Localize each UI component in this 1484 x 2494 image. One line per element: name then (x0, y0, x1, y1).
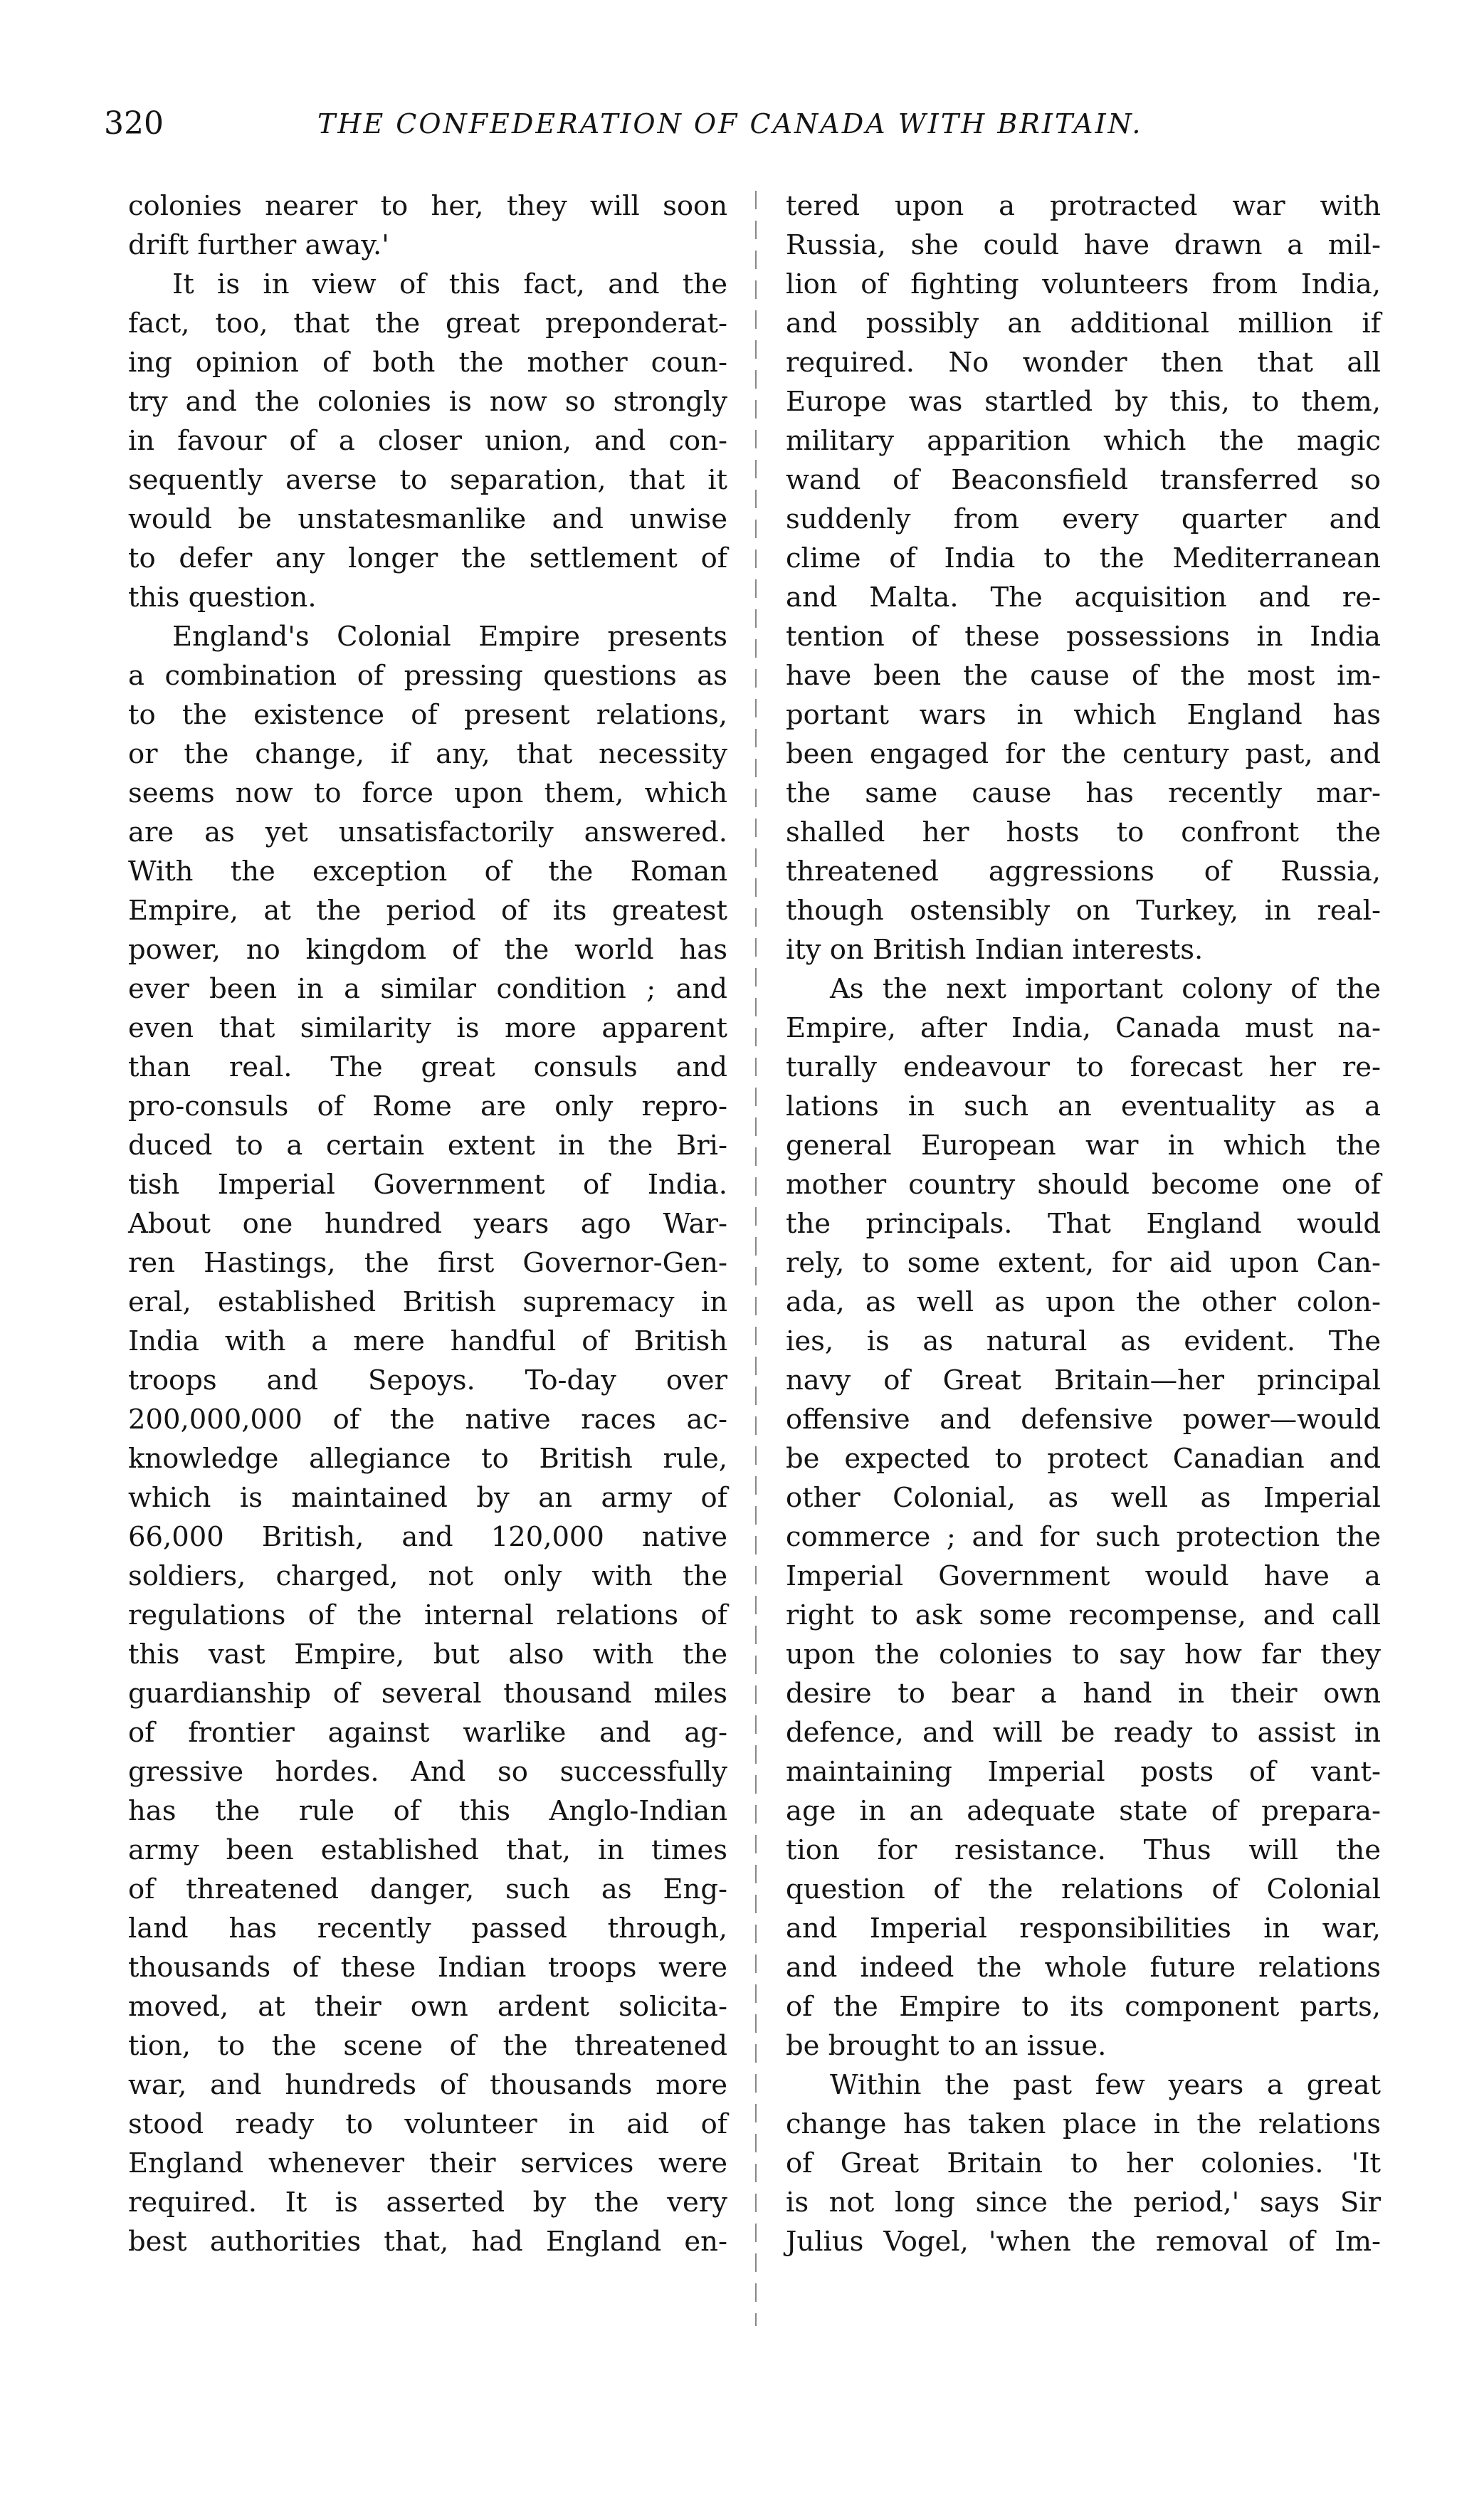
text-line: be brought to an issue. (786, 2030, 1107, 2062)
text-line: war, and hundreds of thousands more (128, 2069, 727, 2101)
text-line: Empire, at the period of its greatest (128, 895, 727, 927)
text-line: land has recently passed through, (128, 1912, 727, 1945)
text-line: gressive hordes. And so successfully (128, 1756, 727, 1788)
text-line: and possibly an additional million if (786, 307, 1381, 340)
text-line: moved, at their own ardent solicita- (128, 1991, 727, 2023)
text-line: defence, and will be ready to assist in (786, 1717, 1381, 1749)
text-line: tention of these possessions in India (786, 621, 1381, 653)
text-line: has the rule of this Anglo-Indian (128, 1795, 727, 1827)
text-line: 66,000 British, and 120,000 native (128, 1521, 727, 1553)
text-line: to the existence of present relations, (128, 699, 727, 731)
text-line: shalled her hosts to confront the (786, 816, 1381, 848)
text-line: military apparition which the magic (786, 425, 1381, 457)
page-number: 320 (104, 105, 164, 142)
text-line: the principals. That England would (786, 1208, 1381, 1240)
text-line: suddenly from every quarter and (786, 503, 1381, 535)
right-column (786, 186, 1381, 2261)
text-line: Imperial Government would have a (786, 1560, 1381, 1592)
text-line: of threatened danger, such as Eng- (128, 1873, 727, 1905)
text-line: would be unstatesmanlike and unwise (128, 503, 727, 535)
text-line: duced to a certain extent in the Bri- (128, 1130, 727, 1162)
text-line: eral, established British supremacy in (128, 1286, 727, 1318)
text-line: the same cause has recently mar- (786, 777, 1381, 809)
column-divider (755, 191, 757, 2326)
text-line: lion of fighting volunteers from India, (786, 268, 1381, 300)
text-line: As the next important colony of the (830, 973, 1381, 1005)
text-line: threatened aggressions of Russia, (786, 856, 1381, 888)
text-line: required. No wonder then that all (786, 347, 1381, 379)
text-line: of Great Britain to her colonies. 'It (786, 2147, 1381, 2179)
text-line: seems now to force upon them, which (128, 777, 727, 809)
text-line: ies, is as natural as evident. The (786, 1325, 1381, 1357)
text-line: It is in view of this fact, and the (172, 268, 727, 300)
text-line: ity on British Indian interests. (786, 934, 1204, 966)
text-line: drift further away.' (128, 229, 389, 261)
text-line: Europe was startled by this, to them, (786, 386, 1381, 418)
text-line: With the exception of the Roman (128, 856, 727, 888)
text-line: this question. (128, 582, 317, 614)
text-line: guardianship of several thousand miles (128, 1678, 727, 1710)
text-line: power, no kingdom of the world has (128, 934, 727, 966)
text-line: been engaged for the century past, and (786, 738, 1381, 770)
text-line: though ostensibly on Turkey, in real- (786, 895, 1381, 927)
text-line: or the change, if any, that necessity (128, 738, 727, 770)
text-line: than real. The great consuls and (128, 1051, 727, 1083)
text-line: Within the past few years a great (830, 2069, 1381, 2101)
text-line: commerce ; and for such protection the (786, 1521, 1381, 1553)
text-line: of the Empire to its component parts, (786, 1991, 1381, 2023)
text-line: England whenever their services were (128, 2147, 727, 2179)
text-line: tered upon a protracted war with (786, 190, 1381, 222)
text-line: be expected to protect Canadian and (786, 1443, 1381, 1475)
text-line: ada, as well as upon the other colon- (786, 1286, 1381, 1318)
text-line: wand of Beaconsfield transferred so (786, 464, 1381, 496)
text-line: Empire, after India, Canada must na- (786, 1012, 1381, 1044)
text-line: sequently averse to separation, that it (128, 464, 727, 496)
text-line: and indeed the whole future relations (786, 1952, 1381, 1984)
text-line: tion for resistance. Thus will the (786, 1834, 1381, 1866)
text-line: offensive and defensive power—would (786, 1404, 1381, 1436)
text-line: stood ready to volunteer in aid of (128, 2108, 727, 2140)
text-line: and Malta. The acquisition and re- (786, 582, 1381, 614)
text-line: lations in such an eventuality as a (786, 1090, 1381, 1122)
text-line: soldiers, charged, not only with the (128, 1560, 727, 1592)
left-column (128, 186, 727, 2261)
text-line: pro-consuls of Rome are only repro- (128, 1090, 727, 1122)
running-title: THE CONFEDERATION OF CANADA WITH BRITAIN. (317, 108, 1143, 140)
text-line: portant wars in which England has (786, 699, 1381, 731)
text-line: regulations of the internal relations of (128, 1599, 727, 1631)
text-line: clime of India to the Mediterranean (786, 542, 1381, 574)
text-line: general European war in which the (786, 1130, 1381, 1162)
text-line: change has taken place in the relations (786, 2108, 1381, 2140)
text-line: mother country should become one of (786, 1169, 1381, 1201)
text-line: ing opinion of both the mother coun- (128, 347, 727, 379)
text-line: right to ask some recompense, and call (786, 1599, 1381, 1631)
text-line: colonies nearer to her, they will soon (128, 190, 727, 222)
text-line: is not long since the period,' says Sir (786, 2187, 1381, 2219)
text-line: this vast Empire, but also with the (128, 1638, 727, 1670)
text-line: required. It is asserted by the very (128, 2187, 727, 2219)
text-line: other Colonial, as well as Imperial (786, 1482, 1381, 1514)
text-line: have been the cause of the most im- (786, 660, 1381, 692)
text-line: upon the colonies to say how far they (786, 1638, 1381, 1670)
text-line: knowledge allegiance to British rule, (128, 1443, 727, 1475)
text-line: of frontier against warlike and ag- (128, 1717, 727, 1749)
running-header (104, 105, 1385, 155)
text-line: About one hundred years ago War- (128, 1208, 727, 1240)
text-line: Julius Vogel, 'when the removal of Im- (786, 2226, 1381, 2258)
text-line: desire to bear a hand in their own (786, 1678, 1381, 1710)
text-line: a combination of pressing questions as (128, 660, 727, 692)
text-line: to defer any longer the settlement of (128, 542, 727, 574)
text-line: India with a mere handful of British (128, 1325, 727, 1357)
text-line: in favour of a closer union, and con- (128, 425, 727, 457)
text-line: question of the relations of Colonial (786, 1873, 1381, 1905)
text-line: 200,000,000 of the native races ac- (128, 1404, 727, 1436)
text-line: tish Imperial Government of India. (128, 1169, 727, 1201)
text-line: ren Hastings, the first Governor-Gen- (128, 1247, 727, 1279)
text-line: which is maintained by an army of (128, 1482, 727, 1514)
text-line: Russia, she could have drawn a mil- (786, 229, 1381, 261)
text-line: ever been in a similar condition ; and (128, 973, 727, 1005)
text-line: rely, to some extent, for aid upon Can- (786, 1247, 1381, 1279)
text-line: maintaining Imperial posts of vant- (786, 1756, 1381, 1788)
text-line: thousands of these Indian troops were (128, 1952, 727, 1984)
text-line: are as yet unsatisfactorily answered. (128, 816, 727, 848)
text-line: even that similarity is more apparent (128, 1012, 727, 1044)
text-line: army been established that, in times (128, 1834, 727, 1866)
text-line: England's Colonial Empire presents (172, 621, 727, 653)
text-line: best authorities that, had England en- (128, 2226, 727, 2258)
text-line: age in an adequate state of prepara- (786, 1795, 1381, 1827)
text-line: turally endeavour to forecast her re- (786, 1051, 1381, 1083)
text-line: fact, too, that the great preponderat- (128, 307, 727, 340)
text-line: navy of Great Britain—her principal (786, 1364, 1381, 1396)
text-line: try and the colonies is now so strongly (128, 386, 727, 418)
text-line: tion, to the scene of the threatened (128, 2030, 727, 2062)
text-line: and Imperial responsibilities in war, (786, 1912, 1381, 1945)
text-line: troops and Sepoys. To-day over (128, 1364, 727, 1396)
